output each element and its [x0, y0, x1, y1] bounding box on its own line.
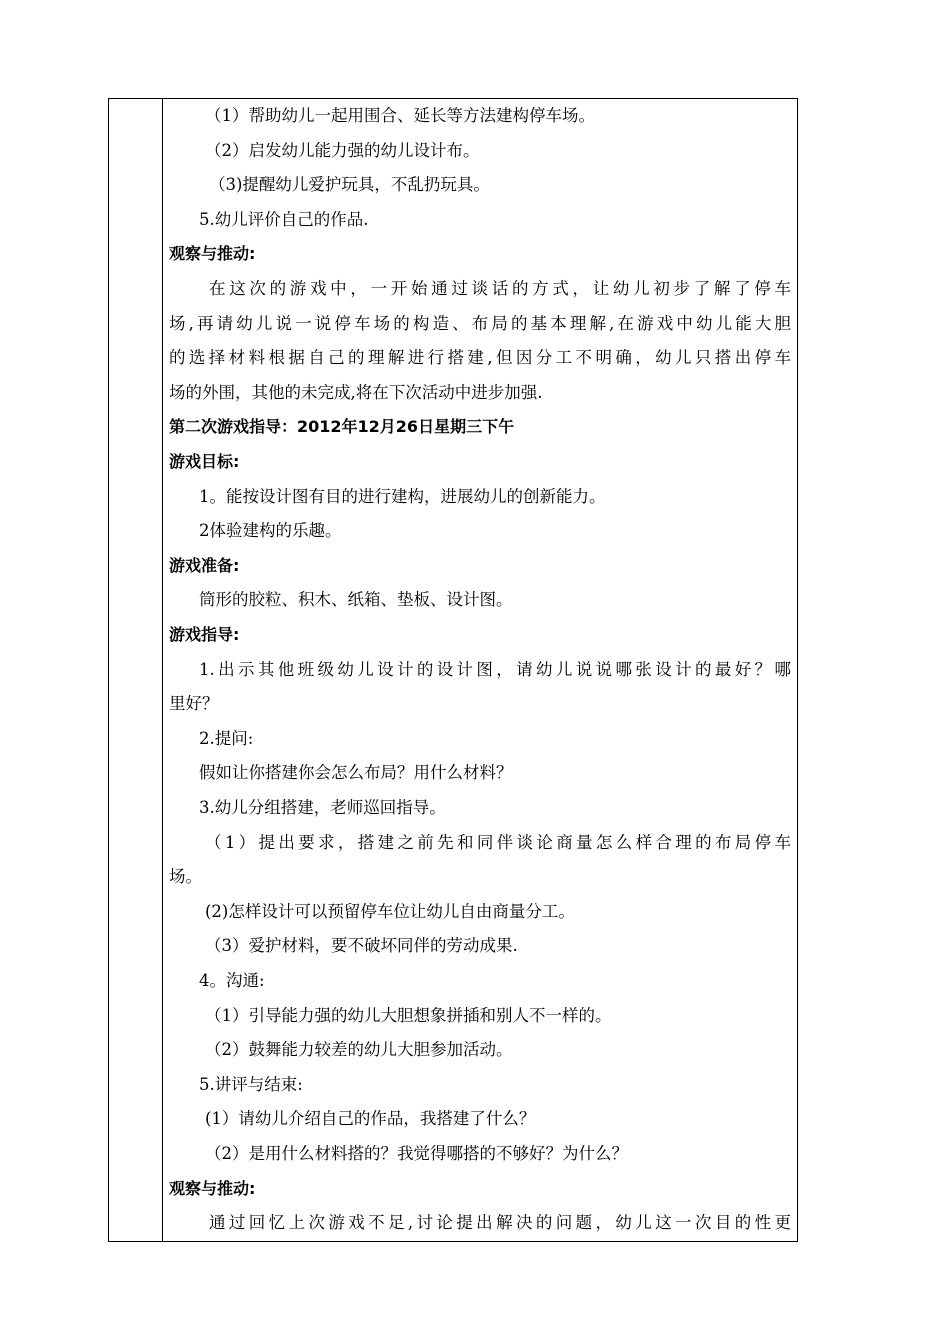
text-line: （3)提醒幼儿爱护玩具，不乱扔玩具。 — [209, 175, 490, 195]
text-line: 场的外围，其他的未完成,将在下次活动中进步加强. — [169, 382, 543, 402]
text-line: 1。能按设计图有目的进行建构，进展幼儿的创新能力。 — [199, 486, 606, 506]
section-heading: 游戏目标: — [169, 452, 240, 471]
text-line: （2）是用什么材料搭的？我觉得哪搭的不够好？为什么？ — [205, 1144, 628, 1163]
text-line: 2体验建构的乐趣。 — [199, 521, 342, 541]
column-divider — [162, 99, 163, 1241]
text-line: 场。 — [169, 867, 202, 887]
text-line: 5.讲评与结束: — [199, 1074, 303, 1094]
text-line: 4。沟通: — [199, 971, 265, 990]
text-line: 的选择材料根据自己的理解进行搭建,但因分工不明确，幼儿只搭出停车 — [169, 348, 791, 368]
content-cell — [169, 99, 791, 1241]
text-line: （1）引导能力强的幼儿大胆想象拼插和别人不一样的。 — [205, 1005, 612, 1025]
section-heading: 观察与推动: — [169, 244, 256, 264]
text-line: 5.幼儿评价自己的作品. — [199, 209, 369, 229]
text-line: （1）提出要求，搭建之前先和同伴谈论商量怎么样合理的布局停车 — [205, 832, 791, 852]
section-heading: 第二次游戏指导：2012年12月26日星期三下午 — [169, 417, 515, 437]
section-heading: 游戏准备: — [169, 555, 240, 575]
text-line: （2）鼓舞能力较差的幼儿大胆参加活动。 — [205, 1040, 513, 1060]
text-line: 里好？ — [169, 694, 219, 714]
text-line: （2）启发幼儿能力强的幼儿设计布。 — [205, 140, 480, 160]
text-line: （3）爱护材料，要不破坏同伴的劳动成果. — [205, 936, 518, 956]
text-line: 1.出示其他班级幼儿设计的设计图，请幼儿说说哪张设计的最好？哪 — [199, 659, 791, 679]
text-line: 场,再请幼儿说一说停车场的构造、布局的基本理解,在游戏中幼儿能大胆 — [169, 313, 791, 333]
text-line: 筒形的胶粒、积木、纸箱、垫板、设计图。 — [199, 590, 513, 610]
text-line: (2)怎样设计可以预留停车位让幼儿自由商量分工。 — [205, 901, 575, 921]
section-heading: 游戏指导: — [169, 625, 240, 644]
text-line: 通过回忆上次游戏不足,讨论提出解决的问题，幼儿这一次目的性更 — [209, 1213, 791, 1233]
section-heading: 观察与推动: — [169, 1178, 256, 1198]
text-line: 假如让你搭建你会怎么布局？用什么材料？ — [199, 763, 513, 783]
document-table — [108, 98, 798, 1242]
text-line: （1）帮助幼儿一起用围合、延长等方法建构停车场。 — [205, 106, 595, 125]
text-line: 3.幼儿分组搭建，老师巡回指导。 — [199, 798, 446, 817]
text-line: (1）请幼儿介绍自己的作品，我搭建了什么？ — [205, 1109, 536, 1129]
text-line: 2.提问: — [199, 728, 254, 748]
text-line: 在这次的游戏中，一开始通过谈话的方式，让幼儿初步了解了停车 — [209, 279, 791, 298]
